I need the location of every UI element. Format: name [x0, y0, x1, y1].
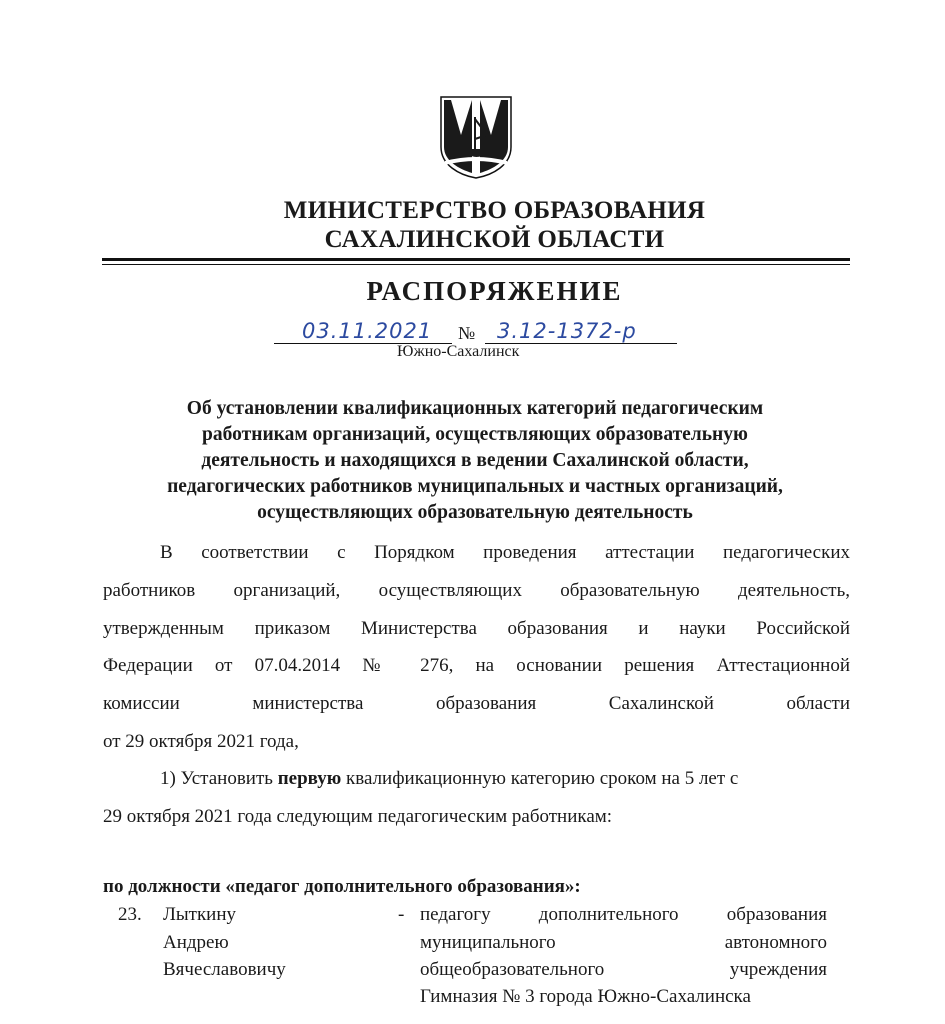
subject-line: работникам организаций, осуществляющих образовательную: [202, 424, 748, 445]
entry-dash: -: [398, 904, 405, 925]
handwritten-number: 3.12-1372-р: [497, 319, 637, 343]
city-name: Южно-Сахалинск: [397, 343, 520, 360]
subject-line: осуществляющих образовательную деятельность: [257, 502, 693, 523]
employee-position-line: общеобразовательного учреждения: [420, 959, 827, 980]
employee-position-line: Гимназия № 3 города Южно-Сахалинска: [420, 986, 751, 1007]
item-1-suffix: квалификационную категорию сроком на 5 лет с: [341, 768, 739, 789]
item-1-line: [160, 768, 738, 790]
subject-line: деятельность и находящихся в ведении Сахалинской области,: [201, 450, 749, 471]
employee-surname: Лыткину: [163, 904, 237, 925]
employee-patronymic: Вячеславовичу: [163, 959, 286, 980]
subject-line: педагогических работников муниципальных и частных организаций,: [167, 476, 783, 497]
ministry-name-line1: МИНИСТЕРСТВО ОБРАЗОВАНИЯ: [283, 197, 706, 224]
ministry-name-line2: САХАЛИНСКОЙ ОБЛАСТИ: [324, 226, 665, 253]
sakhalin-coat-of-arms-icon: [439, 95, 513, 179]
employee-position-line: педагогу дополнительного образования: [420, 904, 827, 925]
item-1-line2: 29 октября 2021 года следующим педагогическим работникам:: [103, 806, 613, 827]
document-type-title: РАСПОРЯЖЕНИЕ: [366, 276, 623, 306]
number-sign: №: [458, 323, 476, 343]
body-line: комиссии министерства образования Сахалинской области: [103, 693, 850, 714]
entry-number: 23.: [118, 904, 142, 925]
document-subject: [100, 396, 850, 526]
header-rule-thick: [102, 258, 850, 261]
subject-line: Об установлении квалификационных категорий педагогическим: [186, 398, 764, 419]
handwritten-date: 03.11.2021: [302, 319, 433, 343]
body-line: В соответствии с Порядком проведения аттестации педагогических: [160, 542, 850, 563]
employee-position-line: муниципального автономного: [420, 932, 827, 953]
body-line: работников организаций, осуществляющих образовательную деятельность,: [103, 580, 850, 601]
position-title: по должности «педагог дополнительного образования»:: [103, 876, 581, 897]
item-1-category: первую: [277, 768, 342, 789]
header-rule-thin: [102, 264, 850, 265]
employee-first-name: Андрею: [163, 932, 229, 953]
body-line: Федерации от 07.04.2014 № 276, на основании решения Аттестационной: [103, 655, 850, 676]
body-line: утвержденным приказом Министерства образования и науки Российской: [103, 618, 850, 639]
body-line: от 29 октября 2021 года,: [103, 731, 299, 752]
item-1-prefix: 1) Установить: [160, 768, 278, 789]
